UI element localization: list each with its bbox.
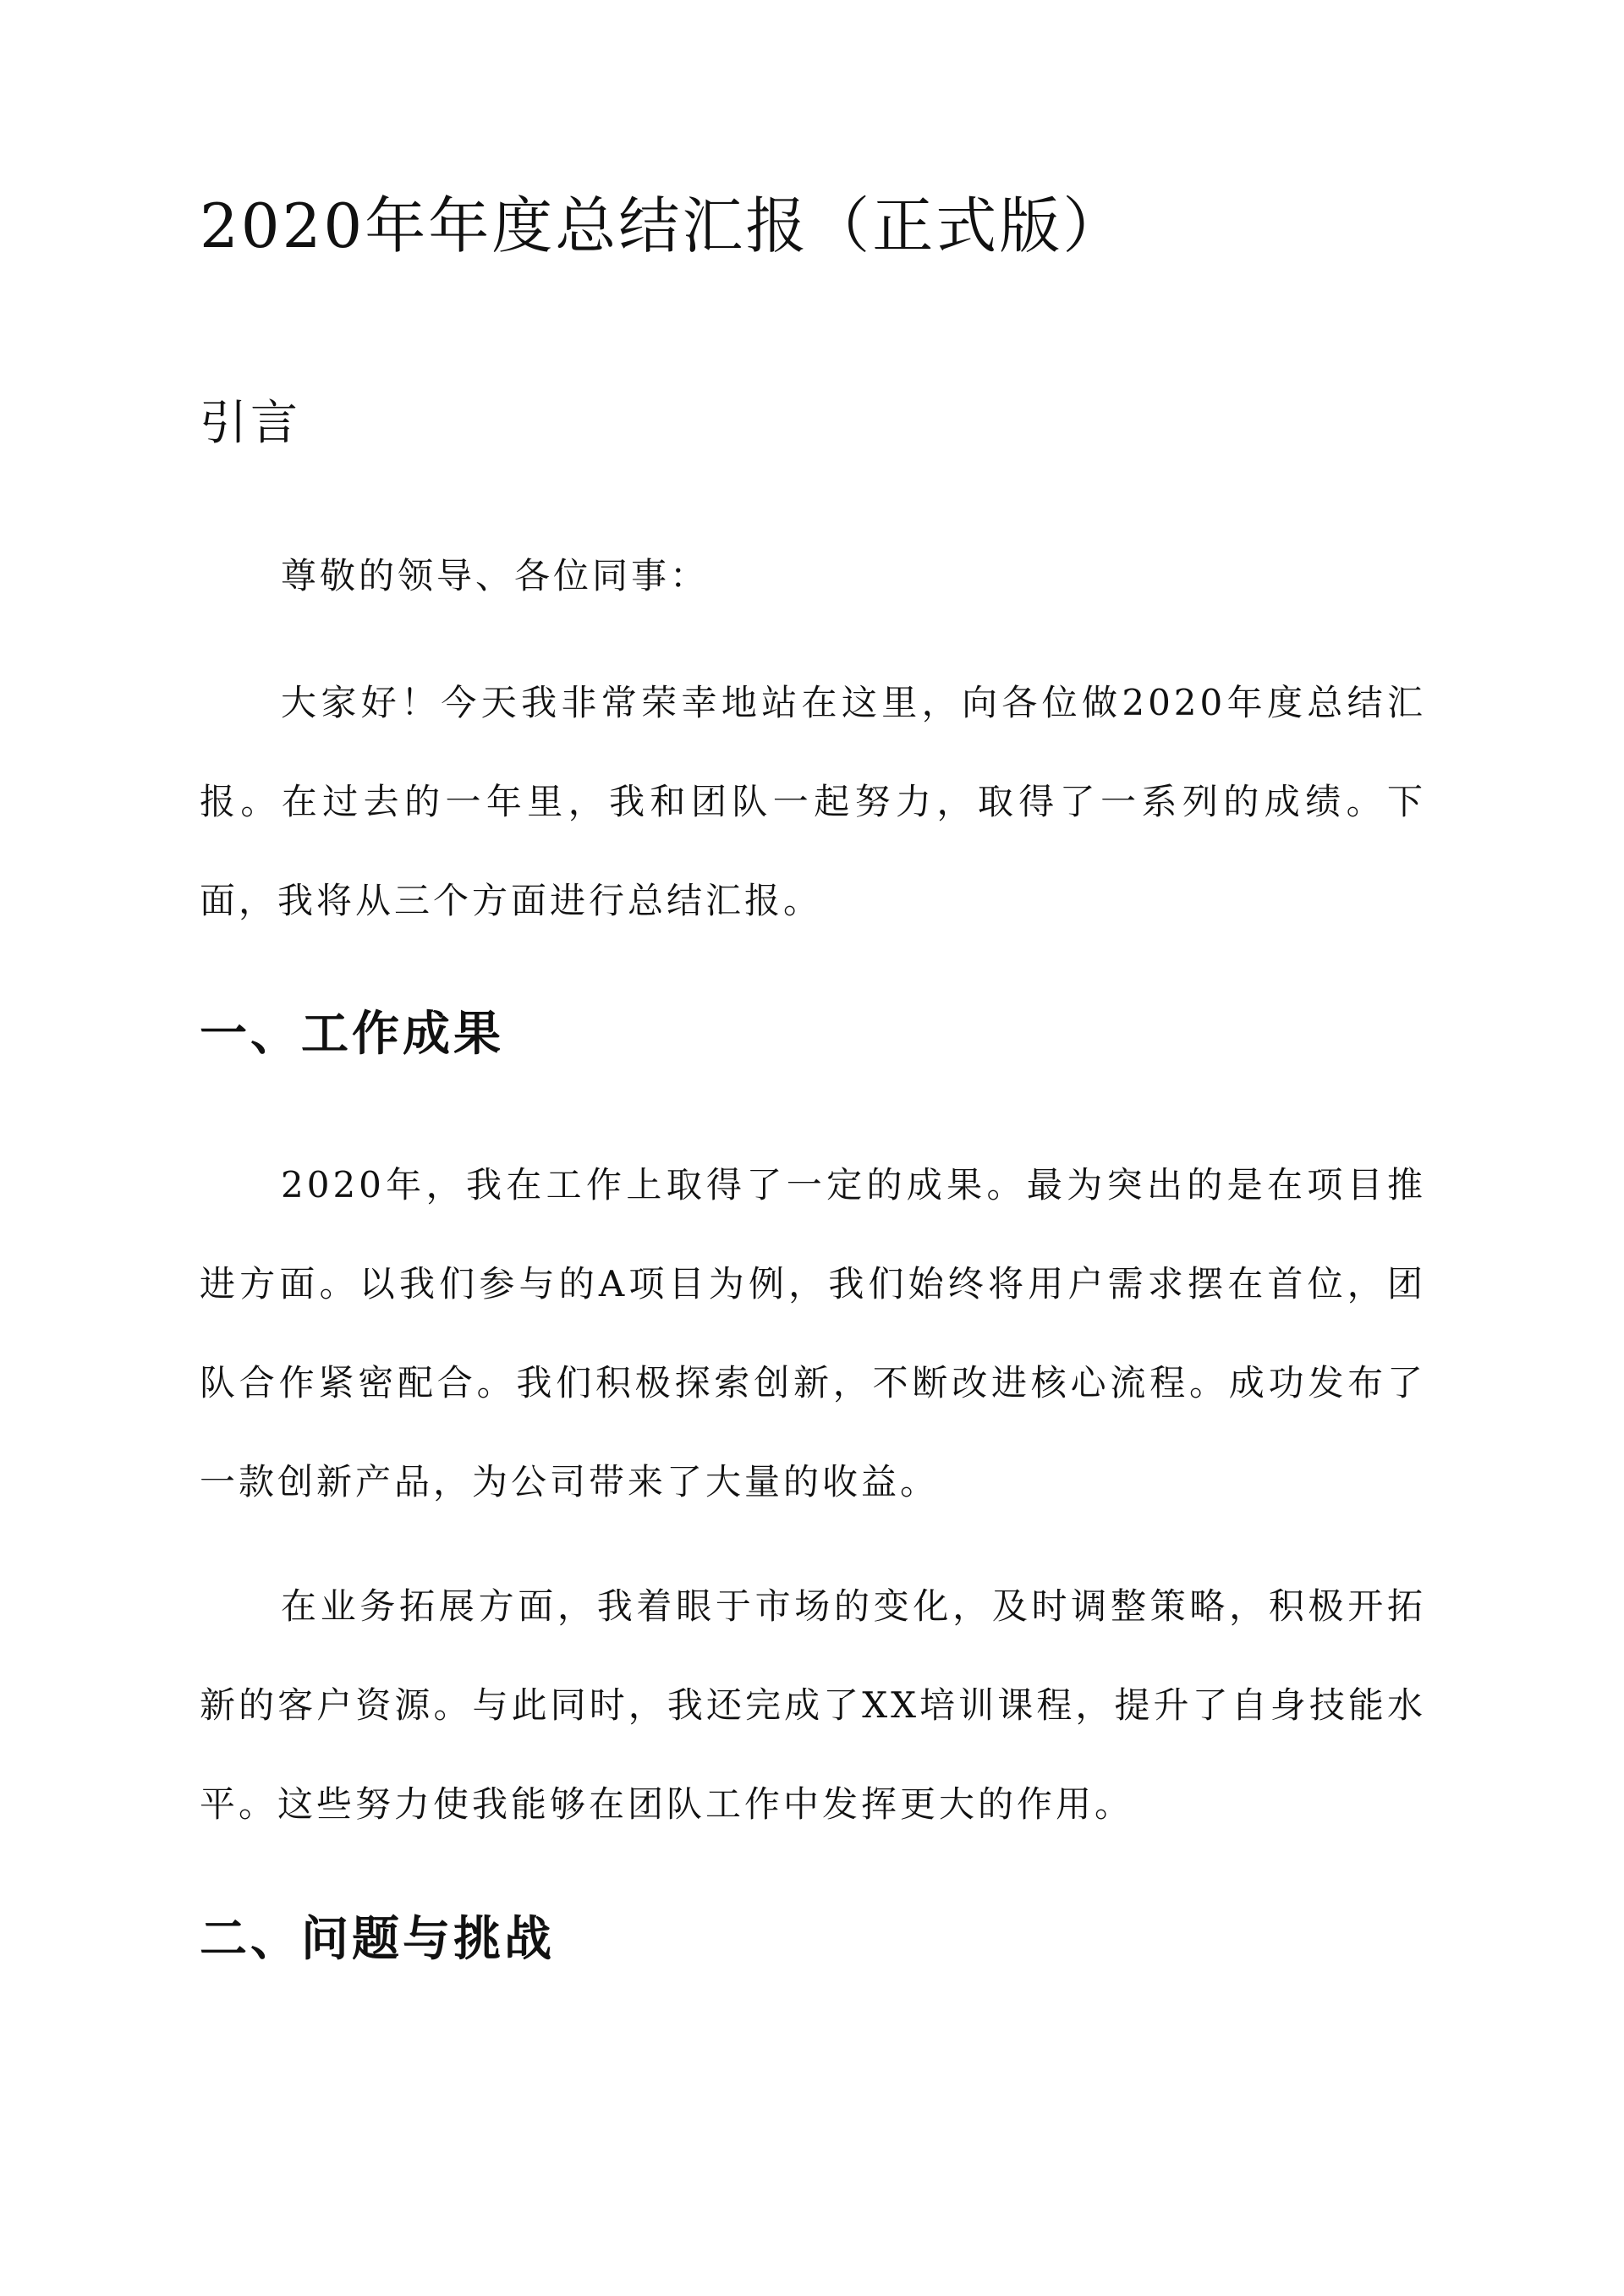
section-heading-problems-challenges: 二、问题与挑战 bbox=[200, 1911, 555, 1967]
section-heading-introduction: 引言 bbox=[200, 396, 301, 451]
paragraph-greeting: 尊敬的领导、各位同事： bbox=[281, 555, 710, 596]
section-heading-work-results: 一、工作成果 bbox=[200, 1006, 504, 1062]
paragraph-business-expansion: 在业务拓展方面，我着眼于市场的变化，及时调整策略，积极开拓新的客户资源。与此同时，我还完成了XX培训课程，提升了自身技能水平。这些努力使我能够在团队工作中发挥更大的作用。 bbox=[200, 1585, 1426, 1825]
document-title: 2020年年度总结汇报（正式版） bbox=[200, 190, 1127, 261]
paragraph-project-results: 2020年，我在工作上取得了一定的成果。最为突出的是在项目推进方面。以我们参与的A项目为例，我们始终将用户需求摆在首位，团队合作紧密配合。我们积极探索创新，不断改进核心流程。成功发布了一款创新产品，为公司带来了大量的收益。 bbox=[200, 1164, 1426, 1502]
paragraph-opening: 大家好！今天我非常荣幸地站在这里，向各位做2020年度总结汇报。在过去的一年里，我和团队一起努力，取得了一系列的成绩。下面，我将从三个方面进行总结汇报。 bbox=[200, 682, 1426, 921]
